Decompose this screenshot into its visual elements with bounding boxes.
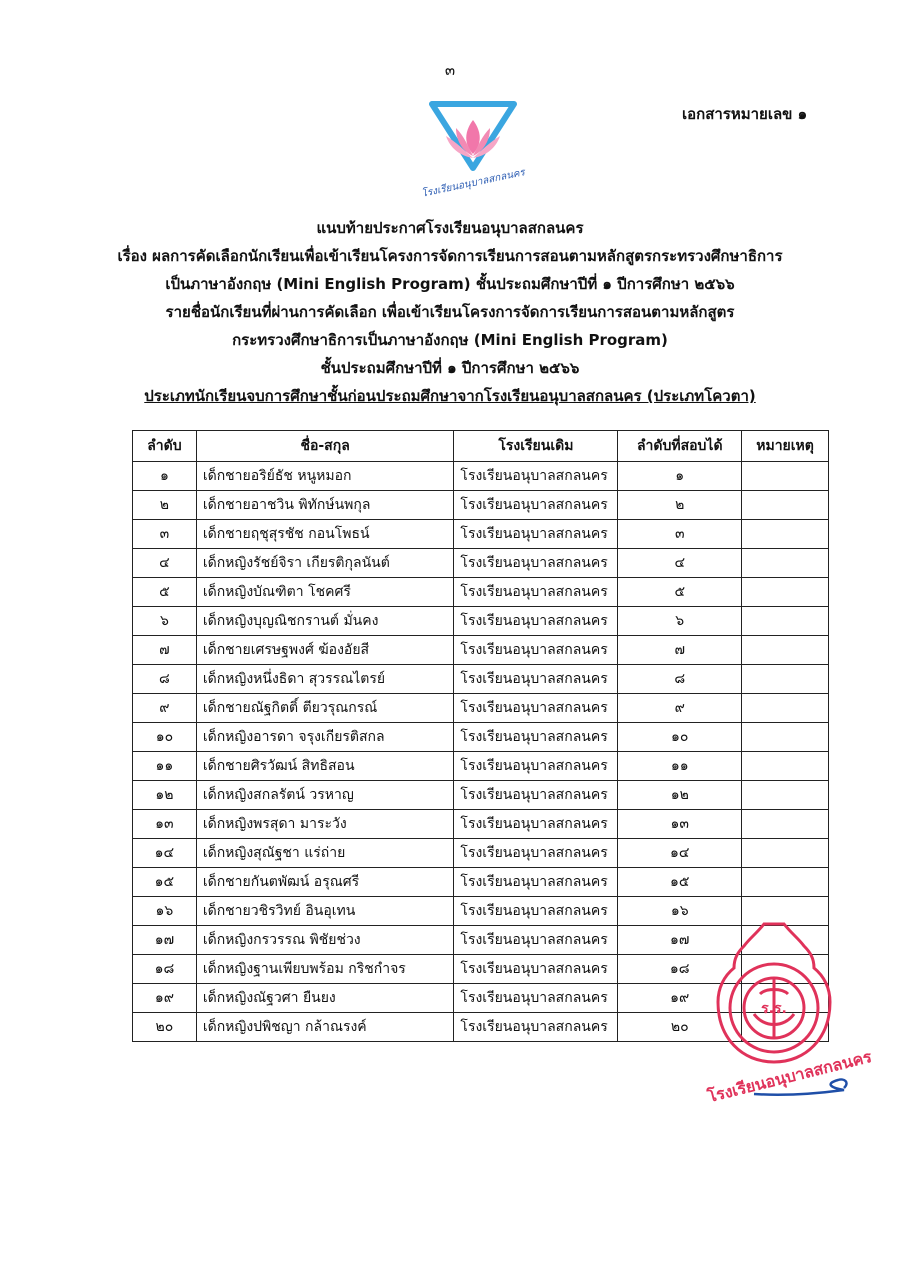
cell-previous-school: โรงเรียนอนุบาลสกลนคร [454, 781, 618, 810]
cell-exam-rank: ๔ [618, 549, 742, 578]
cell-previous-school: โรงเรียนอนุบาลสกลนคร [454, 1013, 618, 1042]
cell-previous-school: โรงเรียนอนุบาลสกลนคร [454, 723, 618, 752]
cell-remarks [742, 781, 829, 810]
cell-exam-rank: ๑๘ [618, 955, 742, 984]
lotus-triangle-school-logo-icon [420, 98, 526, 200]
table-row [133, 723, 829, 752]
table-row [133, 781, 829, 810]
cell-order: ๔ [133, 549, 197, 578]
cell-previous-school: โรงเรียนอนุบาลสกลนคร [454, 520, 618, 549]
cell-full-name: เด็กหญิงบุญณิชกรานต์ มั่นคง [196, 607, 454, 636]
header-order: ลำดับ [133, 431, 197, 462]
cell-exam-rank: ๒๐ [618, 1013, 742, 1042]
cell-exam-rank: ๑๙ [618, 984, 742, 1013]
cell-order: ๒ [133, 491, 197, 520]
svg-text:ร.ร.: ร.ร. [761, 1001, 787, 1017]
header-full-name: ชื่อ-สกุล [196, 431, 454, 462]
cell-order: ๑๒ [133, 781, 197, 810]
cell-order: ๘ [133, 665, 197, 694]
announcement-heading [0, 214, 900, 410]
cell-exam-rank: ๕ [618, 578, 742, 607]
cell-remarks [742, 578, 829, 607]
cell-full-name: เด็กหญิงรัชย์จิรา เกียรติกุลนันต์ [196, 549, 454, 578]
cell-full-name: เด็กหญิงพรสุดา มาระวัง [196, 810, 454, 839]
heading-line-6: ชั้นประถมศึกษาปีที่ ๑ ปีการศึกษา ๒๕๖๖ [320, 359, 580, 377]
header-remarks: หมายเหตุ [742, 431, 829, 462]
page-number: ๓ [444, 61, 456, 79]
cell-order: ๑๙ [133, 984, 197, 1013]
cell-order: ๑๘ [133, 955, 197, 984]
heading-line-5: กระทรวงศึกษาธิการเป็นภาษาอังกฤษ (Mini English Program) [232, 331, 668, 349]
cell-exam-rank: ๑๖ [618, 897, 742, 926]
cell-order: ๑๐ [133, 723, 197, 752]
cell-exam-rank: ๒ [618, 491, 742, 520]
table-row [133, 839, 829, 868]
table-row [133, 810, 829, 839]
cell-remarks [742, 694, 829, 723]
cell-remarks [742, 462, 829, 491]
table-row [133, 665, 829, 694]
cell-full-name: เด็กชายศิรวัฒน์ สิทธิสอน [196, 752, 454, 781]
cell-remarks [742, 549, 829, 578]
cell-exam-rank: ๑๑ [618, 752, 742, 781]
cell-previous-school: โรงเรียนอนุบาลสกลนคร [454, 752, 618, 781]
cell-exam-rank: ๑๔ [618, 839, 742, 868]
heading-line-2: เรื่อง ผลการคัดเลือกนักเรียนเพื่อเข้าเรียนโครงการจัดการเรียนการสอนตามหลักสูตรกระทรวงศึกษาธิการ [117, 247, 783, 265]
cell-order: ๕ [133, 578, 197, 607]
cell-full-name: เด็กชายอาชวิน พิทักษ์นพกุล [196, 491, 454, 520]
table-row [133, 578, 829, 607]
svg-text:โรงเรียนอนุบาลสกลนคร: โรงเรียนอนุบาลสกลนคร [705, 1046, 874, 1107]
cell-full-name: เด็กหญิงสุณัฐชา แร่ถ่าย [196, 839, 454, 868]
cell-remarks [742, 491, 829, 520]
cell-full-name: เด็กชายณัฐกิตติ์ ตียวรุณกรณ์ [196, 694, 454, 723]
table-row [133, 462, 829, 491]
cell-exam-rank: ๗ [618, 636, 742, 665]
cell-previous-school: โรงเรียนอนุบาลสกลนคร [454, 897, 618, 926]
cell-full-name: เด็กหญิงสกลรัตน์ วรหาญ [196, 781, 454, 810]
cell-order: ๑๔ [133, 839, 197, 868]
cell-full-name: เด็กชายกันตพัฒน์ อรุณศรี [196, 868, 454, 897]
cell-full-name: เด็กหญิงอารดา จรุงเกียรติสกล [196, 723, 454, 752]
school-seal-stamp-icon [694, 918, 874, 1108]
cell-previous-school: โรงเรียนอนุบาลสกลนคร [454, 868, 618, 897]
cell-remarks [742, 520, 829, 549]
cell-previous-school: โรงเรียนอนุบาลสกลนคร [454, 462, 618, 491]
table-row [133, 491, 829, 520]
cell-order: ๒๐ [133, 1013, 197, 1042]
heading-line-3: เป็นภาษาอังกฤษ (Mini English Program) ชั้นประถมศึกษาปีที่ ๑ ปีการศึกษา ๒๕๖๖ [165, 275, 735, 293]
table-row [133, 549, 829, 578]
table-row [133, 520, 829, 549]
cell-previous-school: โรงเรียนอนุบาลสกลนคร [454, 578, 618, 607]
table-header-row [133, 431, 829, 462]
svg-text:โรงเรียนอนุบาลสกลนคร: โรงเรียนอนุบาลสกลนคร [420, 167, 526, 200]
cell-order: ๑๓ [133, 810, 197, 839]
heading-line-1: แนบท้ายประกาศโรงเรียนอนุบาลสกลนคร [316, 219, 584, 237]
cell-exam-rank: ๖ [618, 607, 742, 636]
cell-remarks [742, 839, 829, 868]
header-exam-rank: ลำดับที่สอบได้ [618, 431, 742, 462]
heading-line-4: รายชื่อนักเรียนที่ผ่านการคัดเลือก เพื่อเข้าเรียนโครงการจัดการเรียนการสอนตามหลักสูตร [165, 303, 735, 321]
cell-full-name: เด็กชายวชิรวิทย์ อินอุเทน [196, 897, 454, 926]
cell-full-name: เด็กหญิงณัฐวศา ยืนยง [196, 984, 454, 1013]
table-row [133, 868, 829, 897]
cell-previous-school: โรงเรียนอนุบาลสกลนคร [454, 810, 618, 839]
cell-order: ๖ [133, 607, 197, 636]
cell-previous-school: โรงเรียนอนุบาลสกลนคร [454, 839, 618, 868]
cell-exam-rank: ๑๐ [618, 723, 742, 752]
cell-full-name: เด็กชายอริย์ธัช หนูหมอก [196, 462, 454, 491]
cell-order: ๑๗ [133, 926, 197, 955]
cell-order: ๑๑ [133, 752, 197, 781]
cell-exam-rank: ๑๒ [618, 781, 742, 810]
cell-full-name: เด็กชายเศรษฐพงศ์ ฆ้องอัยสี [196, 636, 454, 665]
cell-remarks [742, 665, 829, 694]
cell-remarks [742, 607, 829, 636]
cell-previous-school: โรงเรียนอนุบาลสกลนคร [454, 549, 618, 578]
cell-remarks [742, 636, 829, 665]
cell-previous-school: โรงเรียนอนุบาลสกลนคร [454, 636, 618, 665]
cell-exam-rank: ๑๗ [618, 926, 742, 955]
cell-full-name: เด็กหญิงฐานเพียบพร้อม กริชกำจร [196, 955, 454, 984]
cell-exam-rank: ๘ [618, 665, 742, 694]
table-row [133, 752, 829, 781]
cell-full-name: เด็กหญิงปพิชญา กล้าณรงค์ [196, 1013, 454, 1042]
cell-order: ๑๖ [133, 897, 197, 926]
cell-previous-school: โรงเรียนอนุบาลสกลนคร [454, 926, 618, 955]
cell-order: ๑๕ [133, 868, 197, 897]
cell-exam-rank: ๑ [618, 462, 742, 491]
cell-exam-rank: ๓ [618, 520, 742, 549]
document-number: เอกสารหมายเลข ๑ [682, 105, 808, 123]
heading-category: ประเภทนักเรียนจบการศึกษาชั้นก่อนประถมศึกษาจากโรงเรียนอนุบาลสกลนคร (ประเภทโควตา) [144, 387, 756, 405]
table-row [133, 607, 829, 636]
cell-order: ๙ [133, 694, 197, 723]
cell-previous-school: โรงเรียนอนุบาลสกลนคร [454, 955, 618, 984]
cell-exam-rank: ๙ [618, 694, 742, 723]
cell-exam-rank: ๑๕ [618, 868, 742, 897]
cell-full-name: เด็กชายฤชุสุรชัช กอนโพธน์ [196, 520, 454, 549]
cell-remarks [742, 868, 829, 897]
cell-remarks [742, 752, 829, 781]
cell-full-name: เด็กหญิงกรวรรณ พิชัยช่วง [196, 926, 454, 955]
cell-full-name: เด็กหญิงหนึ่งธิดา สุวรรณไตรย์ [196, 665, 454, 694]
cell-previous-school: โรงเรียนอนุบาลสกลนคร [454, 665, 618, 694]
cell-remarks [742, 723, 829, 752]
cell-remarks [742, 810, 829, 839]
cell-previous-school: โรงเรียนอนุบาลสกลนคร [454, 694, 618, 723]
cell-previous-school: โรงเรียนอนุบาลสกลนคร [454, 491, 618, 520]
cell-exam-rank: ๑๓ [618, 810, 742, 839]
cell-order: ๑ [133, 462, 197, 491]
cell-previous-school: โรงเรียนอนุบาลสกลนคร [454, 607, 618, 636]
table-row [133, 694, 829, 723]
cell-previous-school: โรงเรียนอนุบาลสกลนคร [454, 984, 618, 1013]
cell-full-name: เด็กหญิงบัณฑิตา โชคศรี [196, 578, 454, 607]
cell-order: ๓ [133, 520, 197, 549]
table-row [133, 636, 829, 665]
cell-order: ๗ [133, 636, 197, 665]
header-previous-school: โรงเรียนเดิม [454, 431, 618, 462]
